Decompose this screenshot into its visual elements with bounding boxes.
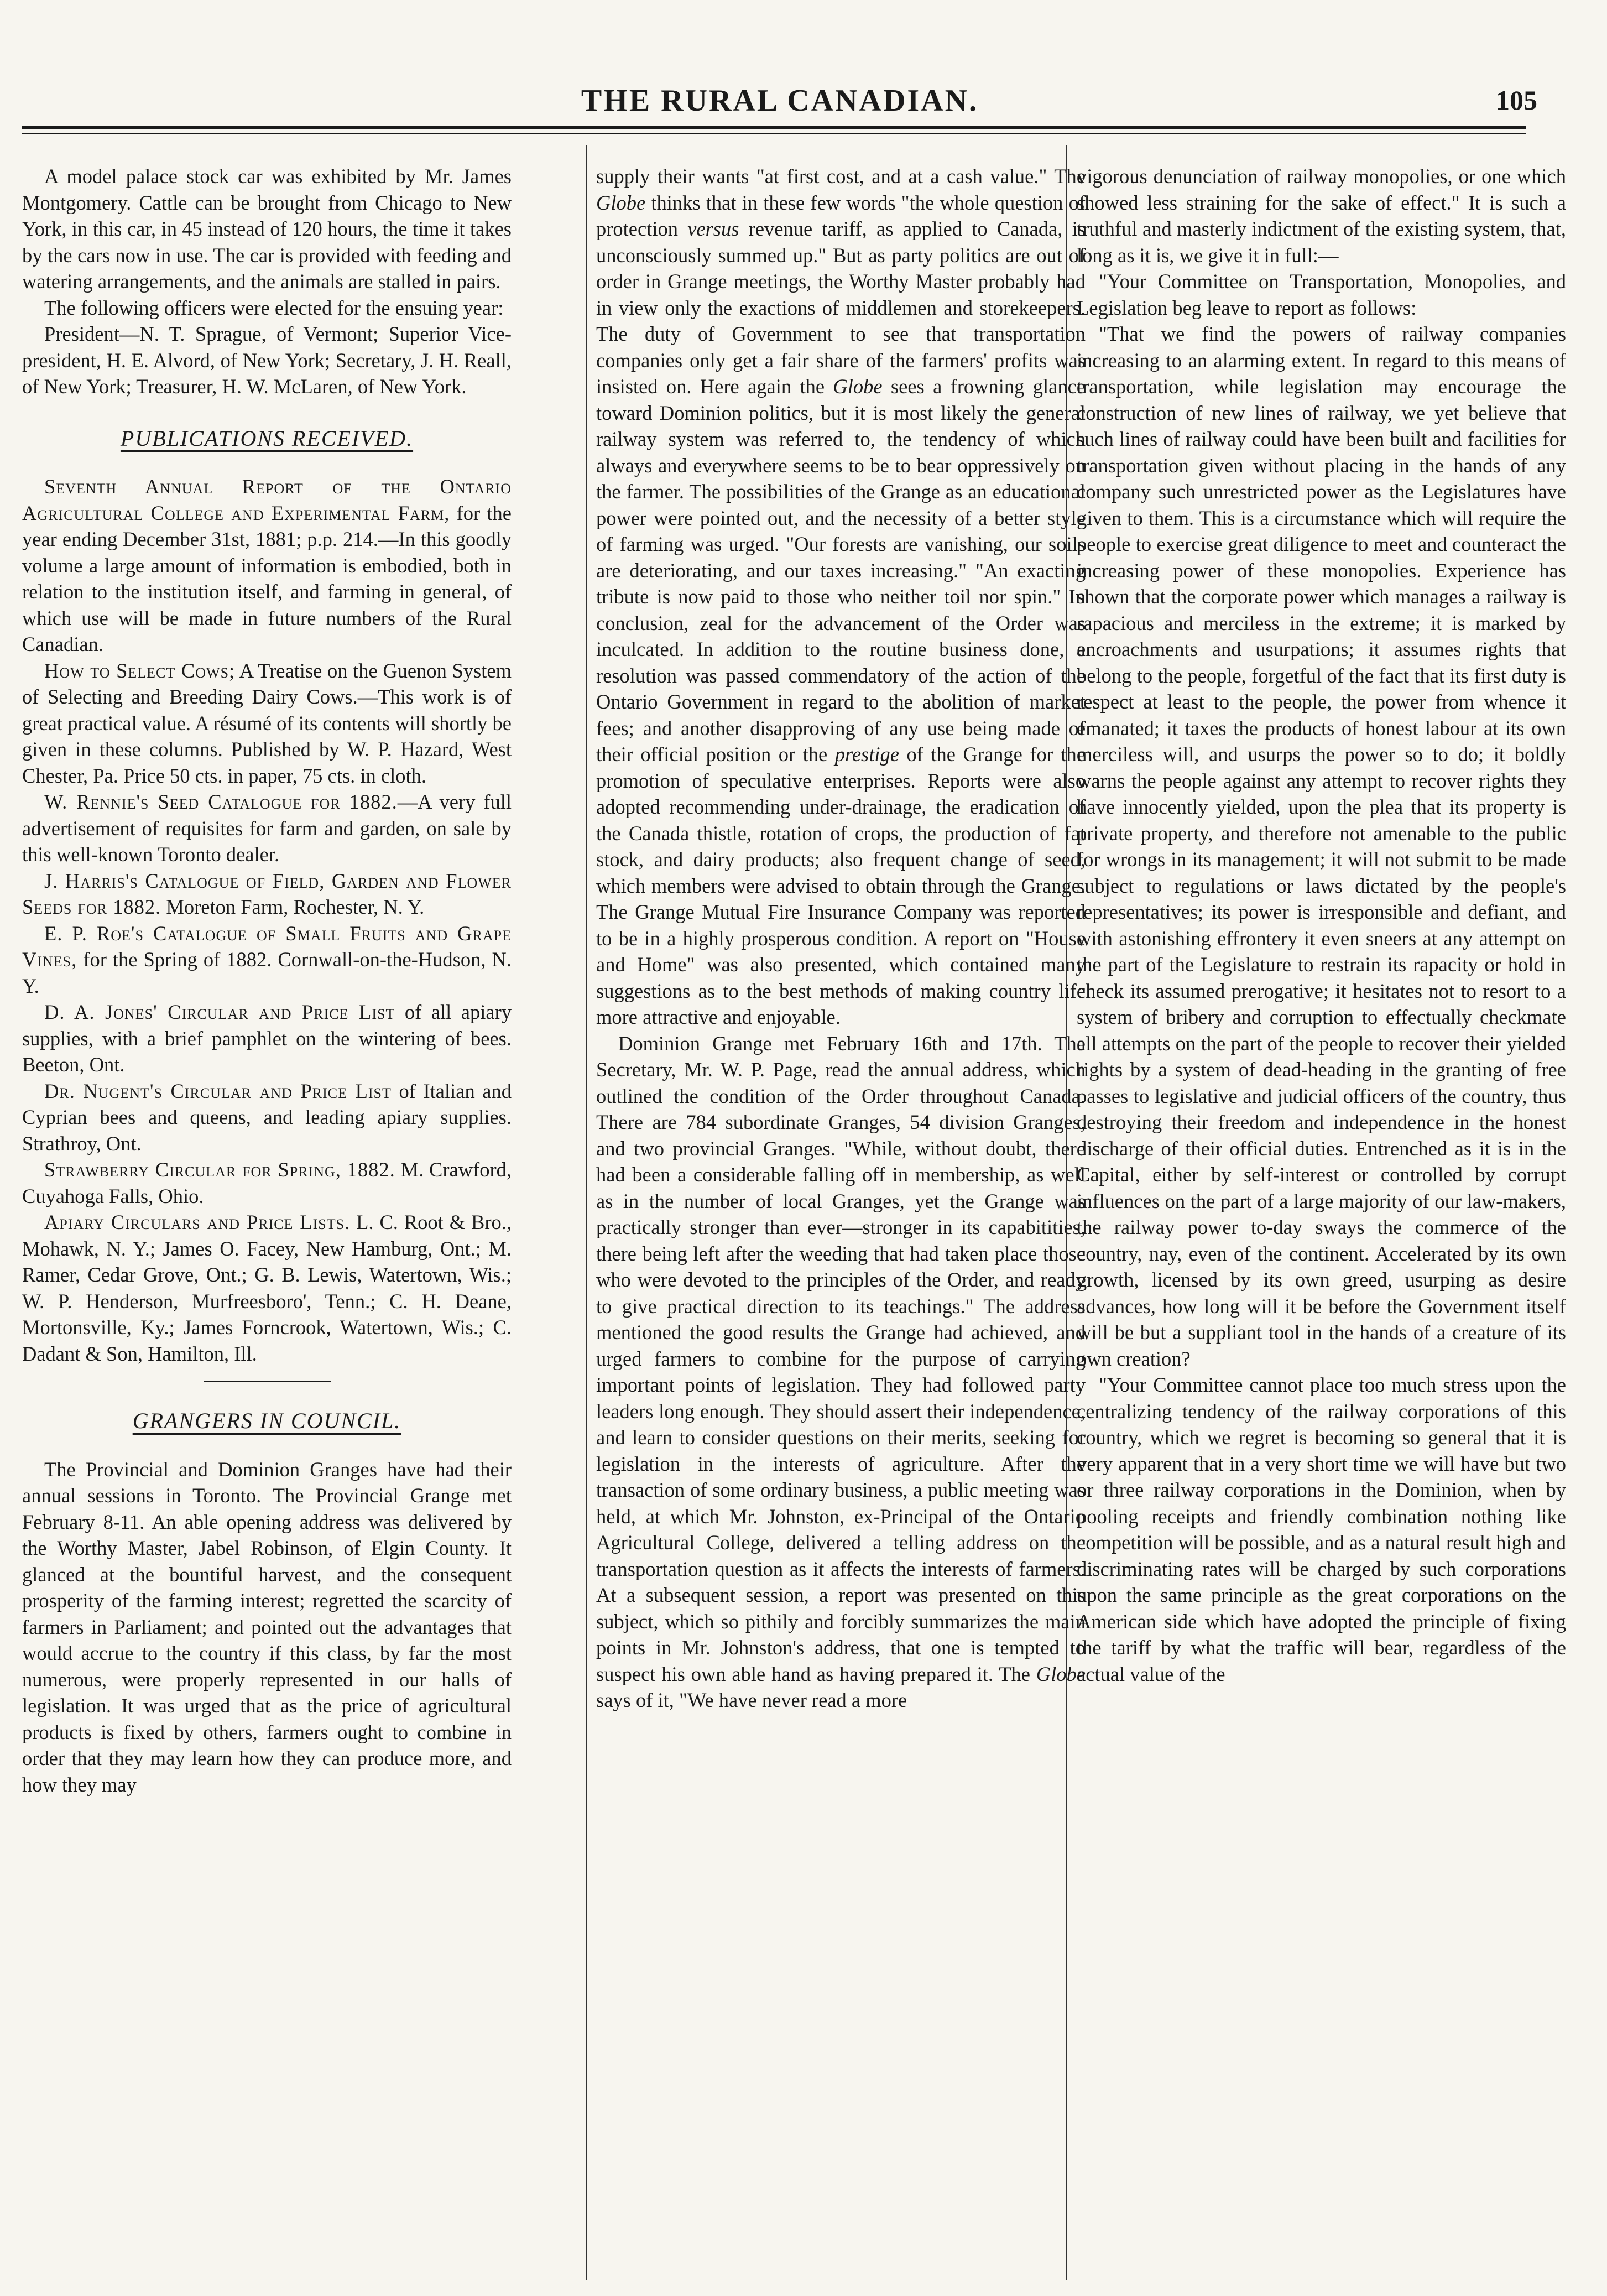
text-run: Dominion Grange met February 16th and 17th. The Secretary, Mr. W. P. Page, read the annual address, which outlined the condition of the Order throughout Canada. There are 784 subordinate Granges, 54 division Granges, and two provincial Granges. "While, without doubt, there had been a considerable falling off in membership, as well as in the number of local Granges, yet the Grange was practically stronger than ever—stronger in its capabitities, there being left after the weeding that had taken place those who were devoted to the principles of the Order, and ready to give practical direction to its teachings." The address mentioned the good results the Grange had achieved, and urged farmers to combine for the purpose of carrying important points of legislation. They had followed party leaders long enough. They should assert their independence, and learn to consider questions on their merits, seeking for legislation in the interests of agriculture. After the transaction of some ordinary business, a public meeting was held, at which Mr. Johnston, ex-Principal of the Ontario Agricultural College, delivered a telling address on the transportation question as it affects the interests of farmers. At a subsequent session, a report was presented on this subject, which so pithily and forcibly summarizes the main points in Mr. Johnston's address, that one is tempted to suspect his own able hand as having prepared it. The: [596, 1032, 1086, 1685]
publication-description: —A very full advertisement of requisites for farm and garden, on sale by this well-known Toronto dealer.: [22, 790, 512, 866]
text-run: says of it, "We have never read a more: [596, 1689, 907, 1711]
publication-entry: [22, 789, 512, 868]
committee-intro: "Your Committee on Transportation, Monopolies, and Legislation beg leave to report as follows:: [1077, 270, 1566, 319]
publication-title: How to Select Cows;: [44, 659, 236, 682]
italic-text: Globe: [1036, 1662, 1086, 1685]
publication-entry: [22, 1078, 512, 1157]
publication-entry: [22, 999, 512, 1078]
text-run: supply their wants "at first cost, and at a cash value." The: [596, 165, 1086, 188]
italic-text: versus: [687, 217, 739, 240]
header-rule-thin: [22, 133, 1526, 134]
publication-entry: [22, 473, 512, 658]
italic-text: Globe: [833, 375, 883, 398]
publication-entry: [22, 658, 512, 789]
publication-description: Moreton Farm, Rochester, N. Y.: [161, 896, 425, 918]
italic-text: Globe: [596, 191, 646, 214]
column-left: [22, 163, 512, 2276]
denunciation-paragraph: vigorous denunciation of railway monopolies, or one which showed less straining for the sake of effect." It is such a truthful and masterly indictment of the existing system, that, long as it is, we give it in full:—: [1077, 165, 1566, 267]
text-run: of the Grange for the promotion of speculative enterprises. Reports were also adopted recommending under-drainage, the eradication of the Canada thistle, rotation of crops, the production of fat stock, and dairy products; also frequent change of seed, which members were advised to obtain through the Grange. The Grange Mutual Fire Insurance Company was reported to be in a highly prosperous condition. A report on "House and Home" was also presented, which contained many suggestions as to the best methods of making country life more attractive and enjoyable.: [596, 743, 1086, 1028]
publication-description: A Treatise on the Guenon System of Selecting and Breeding Dairy Cows.—This work is of great practical value. A résumé of its contents will shortly be given in these columns. Published by W. P. Hazard, West Chester, Pa. Price 50 cts. in paper, 75 cts. in cloth.: [22, 659, 512, 787]
grange-paragraph: [596, 163, 1086, 1030]
publication-description: for the Spring of 1882. Cornwall-on-the-Hudson, N. Y.: [22, 948, 512, 997]
publication-title: Apiary Circulars and Price Lists.: [44, 1211, 351, 1233]
publication-title: J. Harris's Catalogue of Field, Garden and Flower Seeds for 1882.: [22, 869, 512, 918]
page-header: [17, 72, 1543, 124]
grangers-heading: GRANGERS IN COUNCIL.: [132, 1408, 401, 1433]
publication-title: Strawberry Circular for Spring, 1882.: [44, 1158, 395, 1181]
text-run: sees a frowning glance toward Dominion politics, but it is most likely the general railway system was referred to, the tendency of which always and everywhere seems to be to bear oppressively on the farmer. The possibilities of the Grange as an educational power were pointed out, and the necessity of a better style of farming was urged. "Our forests are vanishing, our soils are deteriorating, and our taxes increasing." "An exacting tribute is now paid to those who neither toil nor spin." In conclusion, zeal for the advancement of the Order was inculcated. In addition to the routine business done, a resolution was passed commendatory of the action of the Ontario Government in regard to the abolition of market fees; and another disapproving of any use being made of their official position or the: [596, 375, 1086, 766]
publication-description: for the year ending December 31st, 1881; p.p. 214.—In this goodly volume a large amount of information is embodied, both in relation to the institution itself, and farming in general, of which use will be made in future numbers of the Rural Canadian.: [22, 501, 512, 655]
publication-entry: [22, 1157, 512, 1209]
column-middle: [596, 163, 1086, 2276]
section-separator: [204, 1381, 331, 1382]
publication-description: of Italian and Cyprian bees and queens, and leading apiary supplies. Strathroy, Ont.: [22, 1079, 512, 1155]
publication-title: W. Rennie's Seed Catalogue for 1882.: [44, 790, 398, 813]
publication-entry: [22, 1209, 512, 1367]
text-run: revenue tariff, as applied to Canada, is unconsciously summed up." But as party politics are out of order in Grange meetings, the Worthy Master probably had in view only the exactions of middlemen and storekeepers. The duty of Government to see that transportation companies only get a fair share of the farmers' profits was insisted on. Here again the: [596, 217, 1086, 398]
dominion-grange-paragraph: [596, 1030, 1086, 1714]
publication-title: Seventh Annual Report of the Ontario Agricultural College and Experimental Farm,: [22, 475, 512, 524]
committee-report: "That we find the powers of railway companies increasing to an alarming extent. In regard to this means of transportation, while legislation may encourage the construction of new lines of railway, we yet believe that such lines of railway could have been built and facilities for transportation given without placing in the hands of any company such unrestricted power as the Legislatures have given to them. This is a circumstance which will require the people to exercise great diligence to meet and counteract the increasing power of these monopolies. Experience has shown that the corporate power which manages a railway is rapacious and merciless in the extreme; it is marked by encroachments and usurpations; it assumes rights that belong to the people, forgetful of the fact that its first duty is respect at least to the people, the power from whence it emanated; it taxes the products of honest labour at its own merciless will, and usurps the power so to do; it boldly warns the people against any attempt to recover rights they have innocently yielded, upon the plea that its property is private property, and therefore not amenable to the public for wrongs in its management; it will not submit to be made subject to regulations or laws dictated by the people's representatives; its power is irresponsible and defiant, and with astonishing effrontery it even sneers at any attempt on the part of the Legislature to restrain its rapacity or hold in check its assumed prerogative; it hesitates not to resort to a system of bribery and corruption to effectually checkmate all attempts on the part of the people to recover their yielded rights by a system of dead-heading in the granting of free passes to legislative and judicial officers of the country, thus destroying their freedom and independence in the honest discharge of their official duties. Entrenched as it is in the Capital, either by self-interest or controlled by corrupt influences on the part of a large majority of our law-makers, the railway power to-day sways the commerce of the country, nay, even of the continent. Accelerated by its own growth, licensed by its own greed, usurping as desire advances, how long will it be before the Government itself will be but a suppliant tool in the hands of a creature of its own creation?: [1077, 322, 1566, 1370]
text-run: thinks that in these few words "the whole question of protection: [596, 191, 1086, 240]
publication-description: L. C. Root & Bro., Mohawk, N. Y.; James O. Facey, New Hamburg, Ont.; M. Ramer, Cedar Grove, Ont.; G. B. Lewis, Watertown, Wis.; W. P. Henderson, Murfreesboro', Tenn.; C. H. Deane, Mortonsville, Ky.; James Forncrook, Watertown, Wis.; C. Dadant & Son, Hamilton, Ill.: [22, 1211, 512, 1365]
publications-list: [22, 473, 512, 1367]
italic-text: prestige: [834, 743, 899, 766]
header-rule: [22, 126, 1526, 129]
publications-heading: PUBLICATIONS RECEIVED.: [120, 425, 414, 451]
officers-list: President—N. T. Sprague, of Vermont; Superior Vice-president, H. E. Alvord, of New York; Secretary, J. H. Reall, of New York; Treasurer, H. W. McLaren, of New York.: [22, 322, 512, 398]
column-right: [1077, 163, 1566, 2276]
committee-report-continued: "Your Committee cannot place too much stress upon the centralizing tendency of the railway corporations of this country, which we regret is becoming so general that it is very apparent that in a very short time we will have but two or three railway corporations in the Dominion, when by pooling receipts and friendly combination nothing like competition will be possible, and as a natural result high and discriminating rates will be charged by such corporations upon the same principle as the great corporations on the American side which have adopted the principle of fixing the tariff by what the traffic will bear, regardless of the actual value of the: [1077, 1373, 1566, 1685]
page-number: 105: [1496, 85, 1537, 116]
publication-entry: [22, 868, 512, 920]
officers-intro: The following officers were elected for the ensuing year:: [44, 296, 504, 319]
grangers-paragraph: The Provincial and Dominion Granges have had their annual sessions in Toronto. The Provincial Grange met February 8-11. An able opening address was delivered by the Worthy Master, Jabel Robinson, of Elgin County. It glanced at the bountiful harvest, and the consequent prosperity of the farming interest; regretted the scarcity of farmers in Parliament; and pointed out the advantages that would accrue to the country if this class, by far the most numerous, were properly represented in our halls of legislation. It was urged that as the price of agricultural products is fixed by others, farmers ought to combine in order that they may learn how they can produce more, and how they may: [22, 1457, 512, 1796]
column-divider: [586, 145, 587, 2280]
publication-entry: [22, 920, 512, 999]
masthead-title: THE RURAL CANADIAN.: [581, 84, 979, 118]
publication-description: M. Crawford, Cuyahoga Falls, Ohio.: [22, 1158, 512, 1207]
publication-title: Dr. Nugent's Circular and Price List: [44, 1079, 392, 1102]
publication-title: D. A. Jones' Circular and Price List: [44, 1001, 395, 1023]
publication-description: of all apiary supplies, with a brief pamphlet on the wintering of bees. Beeton, Ont.: [22, 1001, 512, 1076]
stock-car-paragraph: A model palace stock car was exhibited by Mr. James Montgomery. Cattle can be brought from Chicago to New York, in this car, in 45 instead of 120 hours, the time it takes by the cars now in use. The car is provided with feeding and watering arrangements, and the animals are stalled in pairs.: [22, 165, 512, 293]
publication-title: E. P. Roe's Catalogue of Small Fruits and Grape Vines,: [22, 921, 512, 971]
